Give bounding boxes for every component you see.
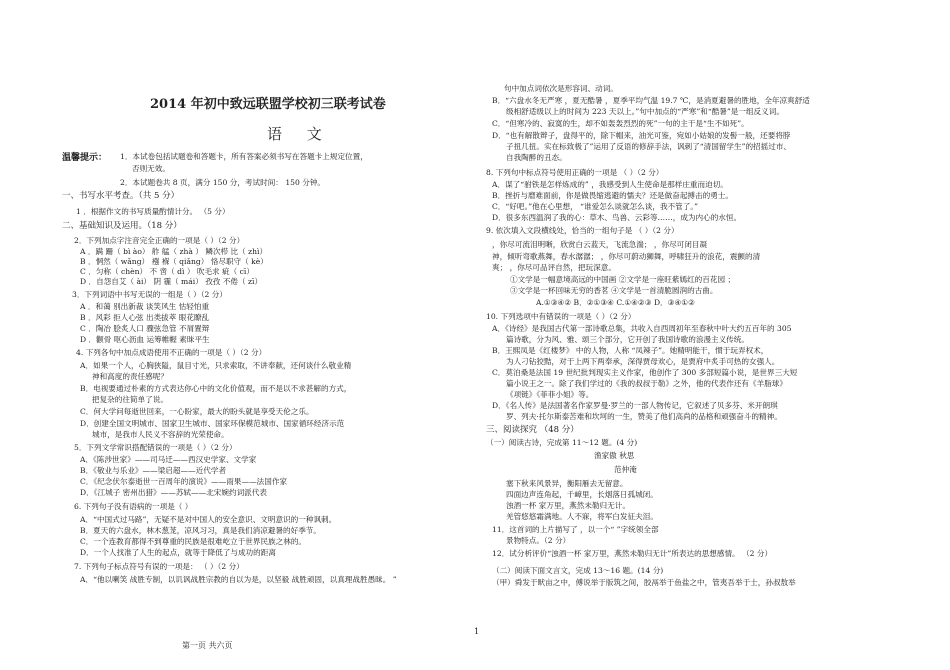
notice-line: 1．本试卷包括试题卷和答题卡，所有答案必须书写在答题卡上规定位置， <box>120 152 368 161</box>
option-line: A．谋了“驸铁是怎样炼成的” ，我感受到人生使命是那样庄重而迫切。 <box>492 180 728 189</box>
option-line: D ．自怨自艾（ ài） 阴 霾（ mái） 孜孜 不倦（ zī） <box>80 277 263 286</box>
exam-title: 2014 年初中致远联盟学校初三联考试卷 <box>150 97 386 112</box>
passage-line: 爽； ，你尽可品评自然，把玩深意。 <box>492 263 616 272</box>
option-line: 自我陶醉的丑态。 <box>506 153 567 162</box>
option-line: 城市，是我市人民义不容辞的光荣使命。 <box>92 430 229 439</box>
question-stem: 6. 下列句子没有语病的一项是（ ） <box>74 502 193 511</box>
option-line: 级相舒适级以上的时间为 223 天以上。”句中加点的“严寒”和“酷暑”是一组反义词。 <box>506 107 784 116</box>
passage-line: （甲）舜发于畎亩之中，傅说举于版筑之间，胶鬲举于鱼盐之中，管夷吾举于士，孙叔敖举 <box>492 578 796 587</box>
option-line: C．“但寒冷的、寂寞的生，却不如轰轰烈烈的死”一句的主干是“生不如死”。 <box>492 119 749 128</box>
question-stem: 4. 下列各句中加点成语使用不正确的一项是（ ）（2 分） <box>76 348 267 357</box>
question-stem: 9. 依次填入文段横线处，恰当的一组句子是 （ ）（2 分） <box>486 226 679 235</box>
option-line: B．王熙凤是《红楼梦》 中的人物，人称 “凤辣子”。她精明能干，惯于玩弄权术， <box>492 346 769 355</box>
section-heading: 三、阅读探究 （48 分） <box>486 425 579 435</box>
option-line: B ．风彩 拒人心弦 出类拔萃 眼花瞭乱 <box>80 313 210 322</box>
option-line: A.①③④② B．②①③④ C.①④②③ D．③④①② <box>536 298 695 307</box>
question-stem: 8. 下列句中标点符号使用正确的一项是 （ ）（2 分） <box>486 168 664 177</box>
page-number: 1 <box>474 627 480 636</box>
option-line: 篇小说王之一。除了我们学过的《我的叔叔于勒》之外，他的代表作还有《羊脂球》 <box>506 379 787 388</box>
option-line: 为人刁钻狡黠，对于上两下两奉承，深得贾母欢心，是贾府中炙手可热的女强人。 <box>506 357 780 366</box>
option-line: A．《陈涉世家》——司马迁——西汉史学家、文学家 <box>80 455 257 464</box>
question-stem: 10. 下列选项中有错误的一项是（ ）（2 分） <box>486 312 636 321</box>
option-line: 神和高度的责任感呢？ <box>92 372 168 381</box>
option-line: D．《名人传》是法国著名作家罗曼·罗兰的一部人物传记，它叙述了贝多芬、米开朗琪 <box>492 401 778 410</box>
option-line: D．创建全国文明城市、国家卫生城市、国家环保模范城市、国家循环经济示范 <box>80 419 345 428</box>
option-line: C．“好吧。”他在心里想， “谁爱怎么谈就怎么谈，我不管了。” <box>492 202 698 211</box>
option-line: 把复杂的往简单了说。 <box>92 395 168 404</box>
option-line: C ．匀称（ chèn） 不 啻（ dì ） 吹毛求 疵（ cī） <box>80 267 254 276</box>
notice-label: 温馨提示： <box>62 153 108 163</box>
poem-line: 浊酒一杯 家万里，燕然未勒归无计。 <box>506 501 630 510</box>
option-line: A ．和蔼 别出新裁 谈笑风生 怙轻怕重 <box>80 302 210 311</box>
poem-line: 羌管悠悠霜满地。人不寐，将军白发征夫泪。 <box>506 512 658 521</box>
section-heading: 一、书写水平考查。（共 5 分） <box>62 191 180 201</box>
option-line: 《项链》《菲菲小姐》等。 <box>506 390 594 399</box>
option-line: ①文学是一幅意境高远的中国画 ②文学是一座旺紫嫣红的百花园 ； <box>510 275 736 284</box>
subject-title: 语 文 <box>267 125 332 143</box>
option-line: C．何大学问每逝世回来，一心盼家，最大的盼头就是享受天伦之乐。 <box>80 407 314 416</box>
poem-line: 四面边声连角起，千嶂里，长烟落日孤城闭。 <box>506 490 658 499</box>
option-line: C．一个连教育都得不到尊重的民族是很难屹立于世界民族之林的。 <box>80 537 307 546</box>
subsection-heading: （一）阅读古诗，完成第 11～12 题。(4 分) <box>486 438 638 447</box>
option-line: A．如果一个人，心胸狭隘，鼠目寸光，只求索取，不讲奉献，还何谈什么敬业精 <box>80 361 352 370</box>
option-line: A．“他以喇笑 战胜专制，以讥讽战胜宗教的自以为是，以坚毅 战胜顽固，以真理战胜愚昧。 ” <box>80 575 397 584</box>
poem-title: 渔家傲 秋思 <box>594 451 635 460</box>
option-line: B．《敬业与乐业》——梁启超——近代学者 <box>80 466 227 475</box>
question-stem: 5．下列文学常识搭配错误的一项是（ ）（2 分） <box>74 443 237 452</box>
question-text: 11．这首词的上片描写了 ，以一个“ ”字统领全部 <box>492 525 659 534</box>
page-footer: 第一页 共六页 <box>182 641 233 650</box>
option-line: A．《诗经》是我国古代第一部诗歌总集，共收入自西周初年至春秋中叶大约五百年的 305 <box>492 324 792 333</box>
question-stem: 3．下列词语中书写无误的一组是（ ）（2 分） <box>72 290 227 299</box>
option-line: D．很多东西温润了我的心：草木、鸟兽、云彩等……，成为内心的水恒。 <box>492 213 742 222</box>
question-text: 12．试分析评价“浊酒一杯 家万里，燕然未勒归无计”所表达的思想感情。 （2 分） <box>492 549 773 558</box>
notice-line: 2．本试题卷共 8 页，满分 150 分，考试时间： 150 分钟。 <box>120 178 326 187</box>
subsection-heading: （二）阅读下面文言文，完成 13～16 题。(14 分) <box>492 566 664 575</box>
option-line: D．一个人找准了人生的起点，就等于降低了与成功的距离 <box>80 548 276 557</box>
question-stem: 2．下列加点字注音完全正确的一项是（ ）（2 分） <box>74 236 245 245</box>
option-line: A ．蹒 跚（ bì ào） 舴 艋（ zhà ） 鳞次栉 比（ zhì） <box>80 247 268 256</box>
notice-line: 否则无效。 <box>132 164 170 173</box>
continued-text: 句中加点词依次是形容词、动词。 <box>504 84 618 93</box>
option-line: C．莫泊桑是法国 19 世纪批判现实主义作家，他创作了 300 多部短篇小说，是世界三大短 <box>492 368 798 377</box>
option-line: A．“中国式过马路”，无疑不是对中国人的安全意识、文明意识的一种讽刺。 <box>80 515 337 524</box>
option-line: 子扭几扭。实在标致极了”运用了反语的修辞手法，讽刺了“清国留学生”的招摇过市、 <box>506 142 792 151</box>
passage-line: ，你尽可流泪明晰，欣赏白云蓝天，飞流急湍； ，你尽可闭目凝 <box>492 240 708 249</box>
question-stem: 7. 下列句子标点符号有误的一项是： （ ）（2 分） <box>74 562 244 571</box>
question-text: 1 ．根据作文的书写质量酌情计分。 （5 分） <box>76 207 230 216</box>
option-line: C．《纪念伏尔泰逝世一百周年的演说》——雨果——法国作家 <box>80 477 288 486</box>
option-line: 罗、列夫·托尔斯泰苦难和坎坷的一生，赞美了他们高尚的品格和顽强奋斗的精神。 <box>506 412 782 421</box>
option-line: B．挫折与磨难面前，你是做畏缩逃避的懦夫？还是做奋起搏击的勇士。 <box>492 191 733 200</box>
poem-author: 范仲淹 <box>614 465 637 474</box>
option-line: B ．惘然（ wǎng） 襁 褓（ qiǎng） 恪尽职守（ kè） <box>80 257 268 266</box>
poem-line: 塞下秋来风景异，衡阳雁去无留意。 <box>506 479 628 488</box>
option-line: C ．陶冶 脍炙人口 骤弦急管 不屑置辩 <box>80 324 210 333</box>
section-heading: 二、基础知识及运用。（18 分） <box>62 221 182 231</box>
option-line: ③文学是一杯回味无穷的香茗 ④文学是一首清脆圆润的古曲。 <box>510 286 718 295</box>
option-line: B．“六盘水冬无严寒 ，夏无酷暑 ，夏季平均气温 19.7 ℃，是消夏避暑的胜地，全年凉爽舒适 <box>492 96 810 105</box>
option-line: D．《江城子 密州出猎》——苏轼——北宋婉约词派代表 <box>80 488 267 497</box>
passage-line: 神，倾听弯歌燕舞，春水潺潺； ，你尽可蔚动狮舞，呼啸狂升的浪花，震颤的清 <box>492 252 761 261</box>
option-line: D ．颧骨 呕心沥血 运筹帷幄 素昧平生 <box>80 335 210 344</box>
option-line: D．“也有解散辫子，盘得平的，除下帽来，油光可鉴，宛如小姑娘的发髻一般，还要将脖 <box>492 131 791 140</box>
option-line: B．夏天的六盘水，林木葱茏，凉风习习，真是我们消凉避暑的好季节。 <box>80 526 321 535</box>
option-line: 篇诗歌，分为风、雅、颂三个部分，它开创了我国诗歌的浪漫主义传统。 <box>506 335 749 344</box>
option-line: B．电视要通过朴素的方式表达你心中的文化价值观，而不是以不求甚解的方式， <box>80 384 352 393</box>
question-text: 景物特点。（2 分） <box>506 536 571 545</box>
